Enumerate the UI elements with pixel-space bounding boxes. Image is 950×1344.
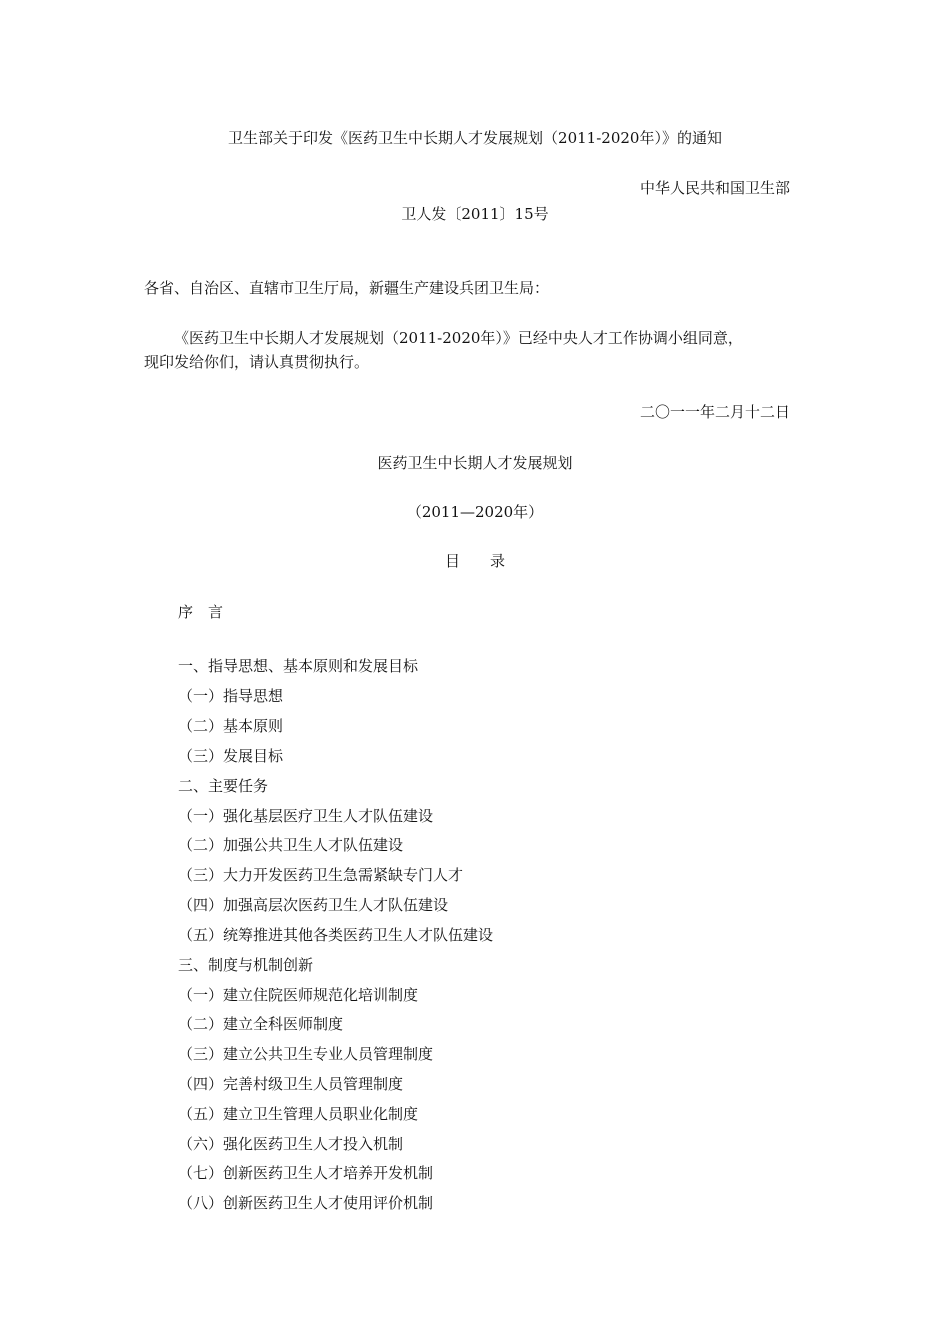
toc-item: （二）基本原则 (178, 717, 284, 735)
toc-item: 二、主要任务 (178, 777, 269, 795)
toc-item: （四）加强高层次医药卫生人才队伍建设 (178, 896, 449, 914)
recipients: 各省、自治区、直辖市卫生厅局，新疆生产建设兵团卫生局： (144, 279, 550, 297)
toc-item: （五）建立卫生管理人员职业化制度 (178, 1105, 419, 1123)
plan-title: 医药卫生中长期人才发展规划 (377, 454, 573, 472)
toc-item: （一）建立住院医师规范化培训制度 (178, 986, 419, 1004)
toc-item: （六）强化医药卫生人才投入机制 (178, 1135, 404, 1153)
toc-item: （八）创新医药卫生人才使用评价机制 (178, 1194, 434, 1212)
toc-item: （五）统筹推进其他各类医药卫生人才队伍建设 (178, 926, 494, 944)
toc-item: （四）完善村级卫生人员管理制度 (178, 1075, 404, 1093)
document-number: 卫人发〔2011〕15号 (401, 205, 549, 223)
toc-item: （一）强化基层医疗卫生人才队伍建设 (178, 807, 434, 825)
toc-item: （七）创新医药卫生人才培养开发机制 (178, 1164, 434, 1182)
notice-title: 卫生部关于印发《医药卫生中长期人才发展规划（2011-2020年）》的通知 (228, 129, 722, 147)
toc-heading: 目 录 (444, 552, 505, 570)
plan-period: （2011—2020年） (406, 503, 544, 521)
toc-item: （三）大力开发医药卫生急需紧缺专门人才 (178, 866, 464, 884)
issuer: 中华人民共和国卫生部 (640, 179, 791, 197)
toc-item: （二）建立全科医师制度 (178, 1015, 344, 1033)
toc-item: （一）指导思想 (178, 687, 284, 705)
issue-date: 二〇一一年二月十二日 (640, 403, 791, 421)
toc-item: （三）建立公共卫生专业人员管理制度 (178, 1045, 434, 1063)
body-paragraph-line-1: 《医药卫生中长期人才发展规划（2011-2020年）》已经中央人才工作协调小组同意， (174, 329, 743, 347)
toc-item: （三）发展目标 (178, 747, 284, 765)
toc-preface: 序 言 (178, 603, 224, 621)
toc-item: （二）加强公共卫生人才队伍建设 (178, 836, 404, 854)
body-paragraph-line-2: 现印发给你们，请认真贯彻执行。 (144, 353, 370, 371)
toc-item: 三、制度与机制创新 (178, 956, 314, 974)
toc-item: 一、指导思想、基本原则和发展目标 (178, 657, 419, 675)
